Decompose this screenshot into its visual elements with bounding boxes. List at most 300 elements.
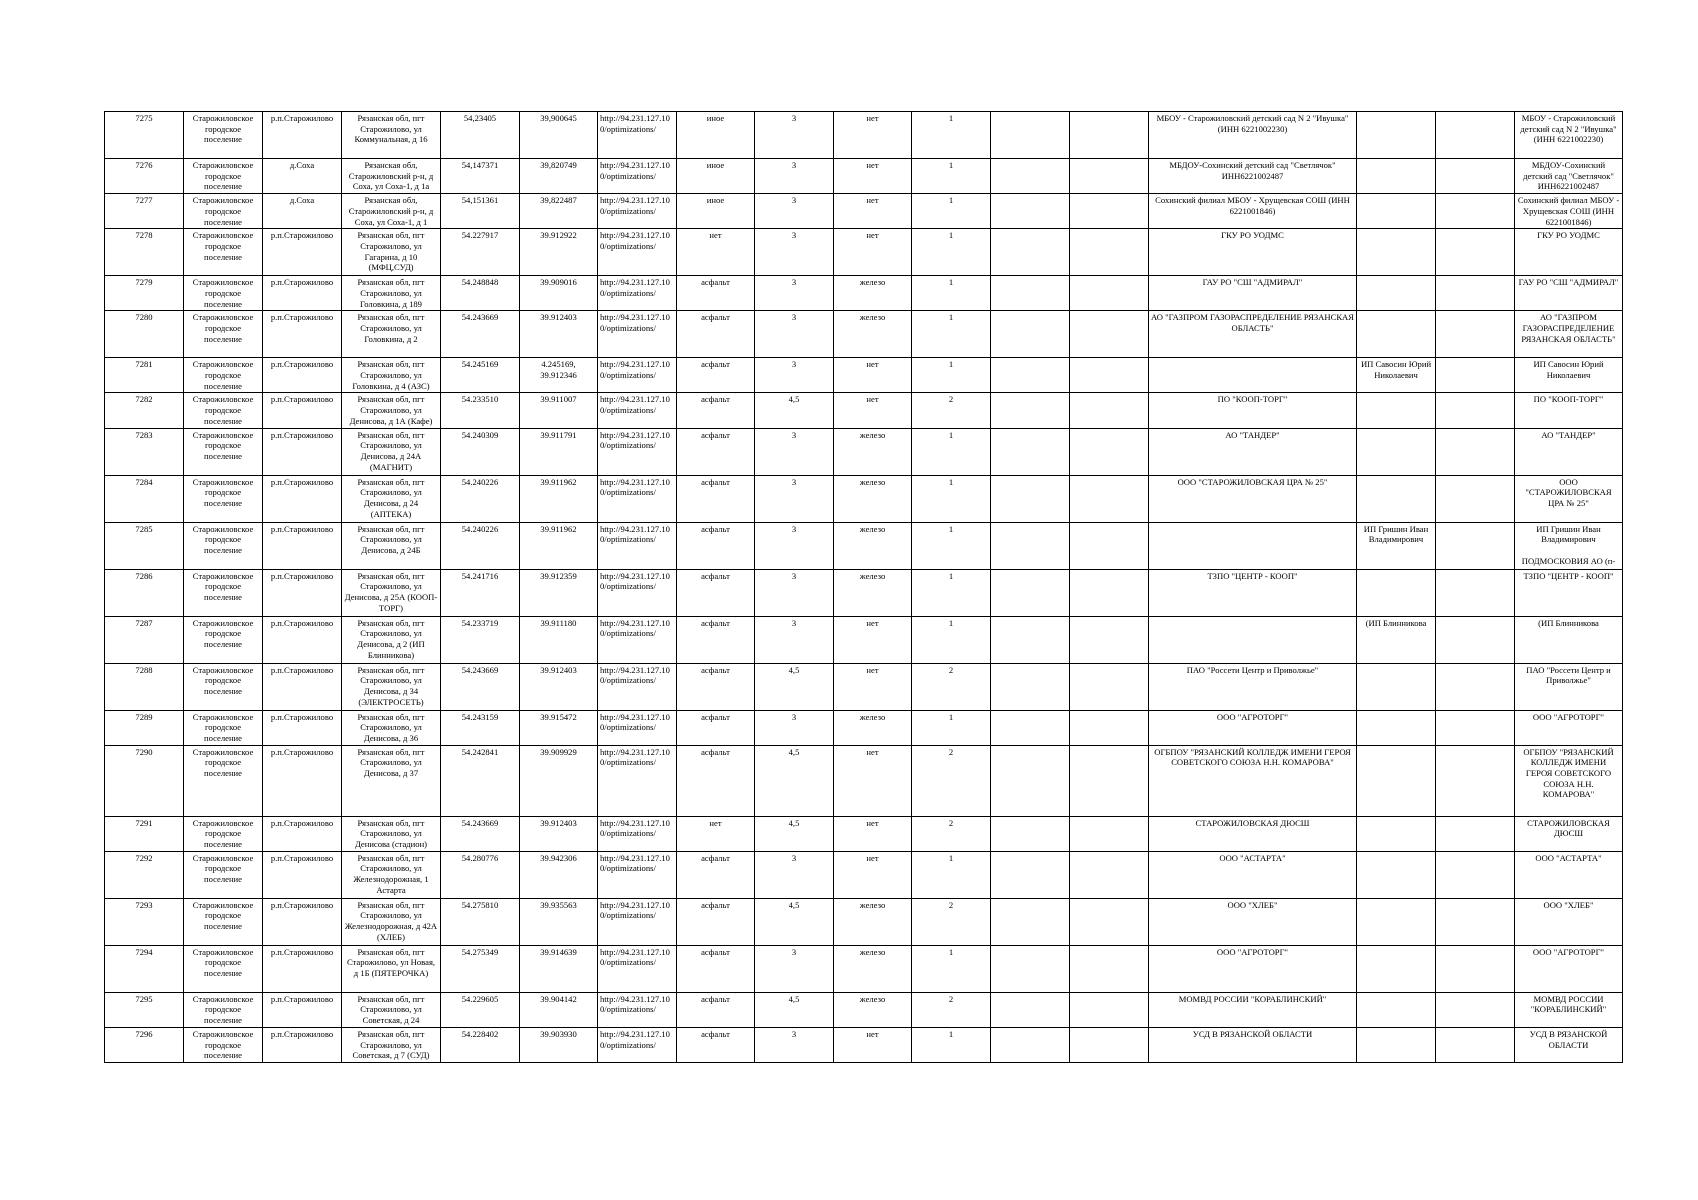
- cell-settlement: Старожиловское городское поселение: [184, 393, 263, 428]
- cell-locality: р.п.Старожилово: [263, 311, 342, 358]
- cell-c16: [1436, 428, 1515, 475]
- cell-id: 7276: [105, 159, 184, 194]
- cell-area: 3: [755, 945, 834, 992]
- cell-url: http://94.231.127.10 0/optimizations/: [598, 393, 677, 428]
- cell-owner: МБОУ - Старожиловский детский сад N 2 "Ивушка" (ИНН 6221002230): [1149, 112, 1357, 159]
- cell-area: 3: [755, 311, 834, 358]
- table-row: [105, 194, 1623, 229]
- cell-c13: [1070, 710, 1149, 745]
- cell-c16: [1436, 663, 1515, 710]
- cell-c12: [991, 945, 1070, 992]
- cell-lat: 54.245169: [441, 358, 520, 393]
- table-row: [105, 522, 1623, 569]
- cell-ip: [1357, 992, 1436, 1027]
- cell-count: 2: [912, 745, 991, 816]
- cell-ip: ИП Гришин Иван Владимирович: [1357, 522, 1436, 569]
- cell-locality: р.п.Старожилово: [263, 569, 342, 616]
- cell-area: 3: [755, 616, 834, 663]
- cell-address: Рязанская обл, пгт Старожилово, ул Денисова, д 24 (АПТЕКА): [342, 475, 441, 522]
- cell-c12: [991, 159, 1070, 194]
- cell-settlement: Старожиловское городское поселение: [184, 569, 263, 616]
- cell-ip: [1357, 229, 1436, 276]
- cell-lat: 54.228402: [441, 1027, 520, 1062]
- cell-c13: [1070, 522, 1149, 569]
- cell-lon: 39.914639: [520, 945, 598, 992]
- cell-surface: асфальт: [677, 276, 755, 311]
- cell-c16: [1436, 616, 1515, 663]
- cell-area: 4,5: [755, 816, 834, 851]
- cell-owner: ПО "КООП-ТОРГ": [1149, 393, 1357, 428]
- cell-count: 1: [912, 1027, 991, 1062]
- cell-locality: д.Соха: [263, 159, 342, 194]
- cell-c13: [1070, 229, 1149, 276]
- cell-locality: р.п.Старожилово: [263, 112, 342, 159]
- cell-locality: р.п.Старожилово: [263, 663, 342, 710]
- cell-address: Рязанская обл, пгт Старожилово, ул Новая, д 1Б (ПЯТЕРОЧКА): [342, 945, 441, 992]
- cell-source: МБДОУ-Сохинский детский сад "Светлячок" ИНН6221002487: [1515, 159, 1623, 194]
- cell-area: 3: [755, 112, 834, 159]
- cell-c13: [1070, 851, 1149, 898]
- cell-surface: иное: [677, 194, 755, 229]
- cell-c13: [1070, 311, 1149, 358]
- cell-address: Рязанская обл, пгт Старожилово, ул Денисова, д 36: [342, 710, 441, 745]
- cell-source: ПАО "Россети Центр и Приволжье": [1515, 663, 1623, 710]
- cell-id: 7294: [105, 945, 184, 992]
- cell-id: 7277: [105, 194, 184, 229]
- cell-settlement: Старожиловское городское поселение: [184, 475, 263, 522]
- table-row: [105, 475, 1623, 522]
- cell-fence: нет: [834, 851, 912, 898]
- cell-settlement: Старожиловское городское поселение: [184, 194, 263, 229]
- cell-address: Рязанская обл, Старожиловский р-н, д Соха, ул Соха-1, д 1: [342, 194, 441, 229]
- cell-count: 1: [912, 710, 991, 745]
- table-row: [105, 229, 1623, 276]
- table-row: [105, 276, 1623, 311]
- cell-surface: асфальт: [677, 522, 755, 569]
- cell-c12: [991, 710, 1070, 745]
- cell-c16: [1436, 475, 1515, 522]
- cell-count: 2: [912, 816, 991, 851]
- cell-url: http://94.231.127.10 0/optimizations/: [598, 898, 677, 945]
- cell-settlement: Старожиловское городское поселение: [184, 710, 263, 745]
- cell-owner: ООО "СТАРОЖИЛОВСКАЯ ЦРА № 25": [1149, 475, 1357, 522]
- table-row: [105, 992, 1623, 1027]
- cell-source: ООО "АСТАРТА": [1515, 851, 1623, 898]
- cell-locality: р.п.Старожилово: [263, 428, 342, 475]
- cell-address: Рязанская обл, пгт Старожилово, ул Денисова, д 24А (МАГНИТ): [342, 428, 441, 475]
- cell-ip: [1357, 311, 1436, 358]
- cell-c12: [991, 311, 1070, 358]
- cell-locality: р.п.Старожилово: [263, 276, 342, 311]
- cell-count: 1: [912, 194, 991, 229]
- cell-source: ООО "ХЛЕБ": [1515, 898, 1623, 945]
- cell-c12: [991, 194, 1070, 229]
- cell-source: ИП Гришин Иван Владимирович ПОДМОСКОВИЯ АО (п-: [1515, 522, 1623, 569]
- cell-count: 1: [912, 851, 991, 898]
- cell-c12: [991, 663, 1070, 710]
- cell-owner: ОГБПОУ "РЯЗАНСКИЙ КОЛЛЕДЖ ИМЕНИ ГЕРОЯ СОВЕТСКОГО СОЮЗА Н.Н. КОМАРОВА": [1149, 745, 1357, 816]
- cell-address: Рязанская обл, пгт Старожилово, ул Денисова, д 1А (Кафе): [342, 393, 441, 428]
- cell-surface: асфальт: [677, 1027, 755, 1062]
- cell-count: 2: [912, 898, 991, 945]
- table-row: [105, 945, 1623, 992]
- cell-url: http://94.231.127.10 0/optimizations/: [598, 428, 677, 475]
- cell-url: http://94.231.127.10 0/optimizations/: [598, 229, 677, 276]
- cell-settlement: Старожиловское городское поселение: [184, 229, 263, 276]
- cell-owner: МОМВД РОССИИ "КОРАБЛИНСКИЙ": [1149, 992, 1357, 1027]
- cell-c13: [1070, 428, 1149, 475]
- cell-c12: [991, 745, 1070, 816]
- cell-fence: нет: [834, 616, 912, 663]
- cell-lon: 39.912359: [520, 569, 598, 616]
- cell-area: 3: [755, 475, 834, 522]
- cell-url: http://94.231.127.10 0/optimizations/: [598, 276, 677, 311]
- cell-source: АО "ГАЗПРОМ ГАЗОРАСПРЕДЕЛЕНИЕ РЯЗАНСКАЯ ОБЛАСТЬ": [1515, 311, 1623, 358]
- cell-c16: [1436, 816, 1515, 851]
- cell-locality: д.Соха: [263, 194, 342, 229]
- cell-area: 3: [755, 1027, 834, 1062]
- cell-c12: [991, 358, 1070, 393]
- cell-source: ГКУ РО УОДМС: [1515, 229, 1623, 276]
- cell-address: Рязанская обл, пгт Старожилово, ул Денисова, д 24Б: [342, 522, 441, 569]
- cell-surface: асфальт: [677, 945, 755, 992]
- cell-count: 1: [912, 276, 991, 311]
- cell-fence: железо: [834, 522, 912, 569]
- cell-surface: асфальт: [677, 898, 755, 945]
- cell-surface: асфальт: [677, 663, 755, 710]
- cell-c13: [1070, 194, 1149, 229]
- cell-fence: нет: [834, 229, 912, 276]
- cell-url: http://94.231.127.10 0/optimizations/: [598, 522, 677, 569]
- cell-fence: нет: [834, 816, 912, 851]
- cell-owner: ГКУ РО УОДМС: [1149, 229, 1357, 276]
- cell-fence: железо: [834, 898, 912, 945]
- cell-ip: [1357, 112, 1436, 159]
- cell-locality: р.п.Старожилово: [263, 616, 342, 663]
- cell-surface: нет: [677, 816, 755, 851]
- cell-c13: [1070, 159, 1149, 194]
- cell-url: http://94.231.127.10 0/optimizations/: [598, 616, 677, 663]
- cell-owner: СТАРОЖИЛОВСКАЯ ДЮСШ: [1149, 816, 1357, 851]
- cell-lat: 54.233510: [441, 393, 520, 428]
- cell-settlement: Старожиловское городское поселение: [184, 945, 263, 992]
- cell-surface: асфальт: [677, 569, 755, 616]
- cell-lat: 54.240226: [441, 475, 520, 522]
- cell-settlement: Старожиловское городское поселение: [184, 992, 263, 1027]
- cell-address: Рязанская обл, пгт Старожилово, ул Головкина, д 189: [342, 276, 441, 311]
- cell-locality: р.п.Старожилово: [263, 992, 342, 1027]
- cell-lat: 54.243159: [441, 710, 520, 745]
- cell-count: 2: [912, 992, 991, 1027]
- cell-surface: асфальт: [677, 428, 755, 475]
- cell-address: Рязанская обл, пгт Старожилово, ул Денисова, д 34 (ЭЛЕКТРОСЕТЬ): [342, 663, 441, 710]
- cell-surface: асфальт: [677, 851, 755, 898]
- cell-settlement: Старожиловское городское поселение: [184, 1027, 263, 1062]
- cell-c12: [991, 1027, 1070, 1062]
- cell-url: http://94.231.127.10 0/optimizations/: [598, 710, 677, 745]
- cell-source: ООО "АГРОТОРГ": [1515, 710, 1623, 745]
- cell-locality: р.п.Старожилово: [263, 851, 342, 898]
- cell-settlement: Старожиловское городское поселение: [184, 112, 263, 159]
- cell-ip: (ИП Блинникова: [1357, 616, 1436, 663]
- cell-lon: 39.912403: [520, 311, 598, 358]
- cell-c16: [1436, 898, 1515, 945]
- cell-url: http://94.231.127.10 0/optimizations/: [598, 851, 677, 898]
- cell-address: Рязанская обл, пгт Старожилово, ул Советская, д 7 (СУД): [342, 1027, 441, 1062]
- cell-lat: 54.240226: [441, 522, 520, 569]
- cell-ip: [1357, 663, 1436, 710]
- cell-count: 2: [912, 663, 991, 710]
- cell-c16: [1436, 311, 1515, 358]
- cell-ip: [1357, 945, 1436, 992]
- cell-lat: 54.243669: [441, 311, 520, 358]
- cell-lon: 39.909016: [520, 276, 598, 311]
- cell-address: Рязанская обл, пгт Старожилово, ул Коммунальная, д 16: [342, 112, 441, 159]
- cell-source: МБОУ - Старожиловский детский сад N 2 "Ивушка" (ИНН 6221002230): [1515, 112, 1623, 159]
- cell-lon: 39.911180: [520, 616, 598, 663]
- cell-id: 7285: [105, 522, 184, 569]
- cell-fence: нет: [834, 194, 912, 229]
- cell-surface: нет: [677, 229, 755, 276]
- cell-c16: [1436, 945, 1515, 992]
- cell-c12: [991, 428, 1070, 475]
- cell-c13: [1070, 616, 1149, 663]
- cell-url: http://94.231.127.10 0/optimizations/: [598, 945, 677, 992]
- cell-fence: нет: [834, 159, 912, 194]
- cell-settlement: Старожиловское городское поселение: [184, 276, 263, 311]
- cell-c13: [1070, 1027, 1149, 1062]
- cell-count: 1: [912, 358, 991, 393]
- table-row: [105, 710, 1623, 745]
- cell-c12: [991, 393, 1070, 428]
- cell-c13: [1070, 475, 1149, 522]
- cell-lat: 54.227917: [441, 229, 520, 276]
- cell-c12: [991, 276, 1070, 311]
- cell-c16: [1436, 112, 1515, 159]
- table-row: [105, 112, 1623, 159]
- cell-lat: 54.242841: [441, 745, 520, 816]
- cell-source: ООО "АГРОТОРГ": [1515, 945, 1623, 992]
- cell-settlement: Старожиловское городское поселение: [184, 745, 263, 816]
- cell-c16: [1436, 358, 1515, 393]
- cell-owner: [1149, 616, 1357, 663]
- cell-address: Рязанская обл, пгт Старожилово, ул Денисова, д 2 (ИП Блинникова): [342, 616, 441, 663]
- cell-c12: [991, 475, 1070, 522]
- cell-address: Рязанская обл, Старожиловский р-н, д Соха, ул Соха-1, д 1а: [342, 159, 441, 194]
- cell-address: Рязанская обл, пгт Старожилово, ул Денисова, д 37: [342, 745, 441, 816]
- cell-c12: [991, 229, 1070, 276]
- cell-lon: 39,820749: [520, 159, 598, 194]
- cell-source: ТЗПО "ЦЕНТР - КООП": [1515, 569, 1623, 616]
- cell-lat: 54.240309: [441, 428, 520, 475]
- cell-id: 7292: [105, 851, 184, 898]
- cell-owner: ООО "ХЛЕБ": [1149, 898, 1357, 945]
- cell-fence: нет: [834, 745, 912, 816]
- cell-id: 7279: [105, 276, 184, 311]
- cell-lat: 54.243669: [441, 816, 520, 851]
- cell-locality: р.п.Старожилово: [263, 710, 342, 745]
- cell-source: Сохинский филиал МБОУ - Хрущевская СОШ (ИНН 6221001846): [1515, 194, 1623, 229]
- cell-lat: 54.241716: [441, 569, 520, 616]
- cell-locality: р.п.Старожилово: [263, 816, 342, 851]
- cell-lat: 54.233719: [441, 616, 520, 663]
- cell-url: http://94.231.127.10 0/optimizations/: [598, 569, 677, 616]
- cell-id: 7289: [105, 710, 184, 745]
- cell-settlement: Старожиловское городское поселение: [184, 898, 263, 945]
- cell-owner: ООО "АГРОТОРГ": [1149, 945, 1357, 992]
- cell-fence: железо: [834, 569, 912, 616]
- cell-settlement: Старожиловское городское поселение: [184, 816, 263, 851]
- cell-count: 1: [912, 616, 991, 663]
- cell-url: http://94.231.127.10 0/optimizations/: [598, 745, 677, 816]
- cell-ip: [1357, 898, 1436, 945]
- table-row: [105, 428, 1623, 475]
- cell-c13: [1070, 816, 1149, 851]
- cell-ip: [1357, 475, 1436, 522]
- cell-surface: иное: [677, 112, 755, 159]
- cell-lon: 39.935563: [520, 898, 598, 945]
- cell-url: http://94.231.127.10 0/optimizations/: [598, 475, 677, 522]
- cell-lat: 54,23405: [441, 112, 520, 159]
- cell-count: 1: [912, 475, 991, 522]
- cell-address: Рязанская обл, пгт Старожилово, ул Советская, д 24: [342, 992, 441, 1027]
- document-sheet: [104, 111, 1623, 1063]
- cell-area: 3: [755, 710, 834, 745]
- cell-locality: р.п.Старожилово: [263, 358, 342, 393]
- cell-id: 7296: [105, 1027, 184, 1062]
- cell-area: 3: [755, 194, 834, 229]
- cell-c16: [1436, 159, 1515, 194]
- table-body: [105, 112, 1623, 1063]
- cell-settlement: Старожиловское городское поселение: [184, 522, 263, 569]
- cell-surface: асфальт: [677, 992, 755, 1027]
- cell-lat: 54,147371: [441, 159, 520, 194]
- cell-source: ПО "КООП-ТОРГ": [1515, 393, 1623, 428]
- cell-c13: [1070, 663, 1149, 710]
- cell-source: ИП Савосин Юрий Николаевич: [1515, 358, 1623, 393]
- cell-address: Рязанская обл, пгт Старожилово, ул Денисова (стадион): [342, 816, 441, 851]
- cell-lon: 39.909929: [520, 745, 598, 816]
- cell-surface: асфальт: [677, 393, 755, 428]
- cell-owner: УСД В РЯЗАНСКОЙ ОБЛАСТИ: [1149, 1027, 1357, 1062]
- cell-address: Рязанская обл, пгт Старожилово, ул Денисова, д 25А (КООП-ТОРГ): [342, 569, 441, 616]
- table-row: [105, 1027, 1623, 1062]
- cell-settlement: Старожиловское городское поселение: [184, 311, 263, 358]
- cell-lon: 39.912403: [520, 663, 598, 710]
- data-table: [104, 111, 1623, 1063]
- cell-source: СТАРОЖИЛОВСКАЯ ДЮСШ: [1515, 816, 1623, 851]
- cell-lon: 39.904142: [520, 992, 598, 1027]
- cell-area: 3: [755, 276, 834, 311]
- cell-count: 1: [912, 229, 991, 276]
- cell-locality: р.п.Старожилово: [263, 898, 342, 945]
- cell-lat: 54.229605: [441, 992, 520, 1027]
- cell-ip: [1357, 816, 1436, 851]
- cell-settlement: Старожиловское городское поселение: [184, 358, 263, 393]
- cell-owner: ООО "АСТАРТА": [1149, 851, 1357, 898]
- cell-id: 7288: [105, 663, 184, 710]
- cell-c16: [1436, 745, 1515, 816]
- cell-url: http://94.231.127.10 0/optimizations/: [598, 311, 677, 358]
- cell-address: Рязанская обл, пгт Старожилово, ул Головкина, д 2: [342, 311, 441, 358]
- table-row: [105, 159, 1623, 194]
- cell-ip: [1357, 428, 1436, 475]
- cell-source: (ИП Блинникова: [1515, 616, 1623, 663]
- table-row: [105, 358, 1623, 393]
- cell-source: ООО "СТАРОЖИЛОВСКАЯ ЦРА № 25": [1515, 475, 1623, 522]
- cell-c13: [1070, 992, 1149, 1027]
- cell-id: 7293: [105, 898, 184, 945]
- cell-c16: [1436, 851, 1515, 898]
- cell-count: 1: [912, 112, 991, 159]
- cell-settlement: Старожиловское городское поселение: [184, 428, 263, 475]
- cell-address: Рязанская обл, пгт Старожилово, ул Гагарина, д 10 (МФЦ,СУД): [342, 229, 441, 276]
- cell-surface: асфальт: [677, 475, 755, 522]
- cell-count: 1: [912, 945, 991, 992]
- cell-ip: [1357, 159, 1436, 194]
- table-row: [105, 569, 1623, 616]
- cell-ip: [1357, 851, 1436, 898]
- cell-lon: 39.915472: [520, 710, 598, 745]
- cell-c12: [991, 112, 1070, 159]
- cell-ip: [1357, 393, 1436, 428]
- cell-owner: ГАУ РО "СШ "АДМИРАЛ": [1149, 276, 1357, 311]
- cell-c13: [1070, 358, 1149, 393]
- cell-locality: р.п.Старожилово: [263, 745, 342, 816]
- cell-lat: 54.275810: [441, 898, 520, 945]
- cell-lon: 39.942306: [520, 851, 598, 898]
- cell-locality: р.п.Старожилово: [263, 229, 342, 276]
- cell-locality: р.п.Старожилово: [263, 393, 342, 428]
- cell-c12: [991, 616, 1070, 663]
- cell-id: 7286: [105, 569, 184, 616]
- cell-c13: [1070, 276, 1149, 311]
- cell-url: http://94.231.127.10 0/optimizations/: [598, 159, 677, 194]
- table-row: [105, 851, 1623, 898]
- cell-c12: [991, 898, 1070, 945]
- cell-fence: нет: [834, 663, 912, 710]
- cell-count: 2: [912, 393, 991, 428]
- cell-c13: [1070, 745, 1149, 816]
- cell-surface: асфальт: [677, 745, 755, 816]
- cell-fence: нет: [834, 112, 912, 159]
- cell-c16: [1436, 522, 1515, 569]
- cell-lon: 39,822487: [520, 194, 598, 229]
- cell-c12: [991, 816, 1070, 851]
- cell-count: 1: [912, 428, 991, 475]
- cell-area: 4,5: [755, 663, 834, 710]
- table-row: [105, 816, 1623, 851]
- cell-id: 7290: [105, 745, 184, 816]
- cell-id: 7291: [105, 816, 184, 851]
- cell-owner: [1149, 522, 1357, 569]
- cell-ip: [1357, 276, 1436, 311]
- cell-area: 3: [755, 522, 834, 569]
- cell-fence: железо: [834, 945, 912, 992]
- cell-ip: [1357, 710, 1436, 745]
- cell-address: Рязанская обл, пгт Старожилово, ул Железнодорожная, д 42А (ХЛЕБ): [342, 898, 441, 945]
- cell-lon: 39.912403: [520, 816, 598, 851]
- cell-c16: [1436, 393, 1515, 428]
- cell-area: 3: [755, 428, 834, 475]
- cell-area: 4,5: [755, 898, 834, 945]
- table-row: [105, 616, 1623, 663]
- cell-area: 4,5: [755, 393, 834, 428]
- cell-id: 7278: [105, 229, 184, 276]
- cell-lon: 39,900645: [520, 112, 598, 159]
- cell-c16: [1436, 229, 1515, 276]
- cell-area: 3: [755, 358, 834, 393]
